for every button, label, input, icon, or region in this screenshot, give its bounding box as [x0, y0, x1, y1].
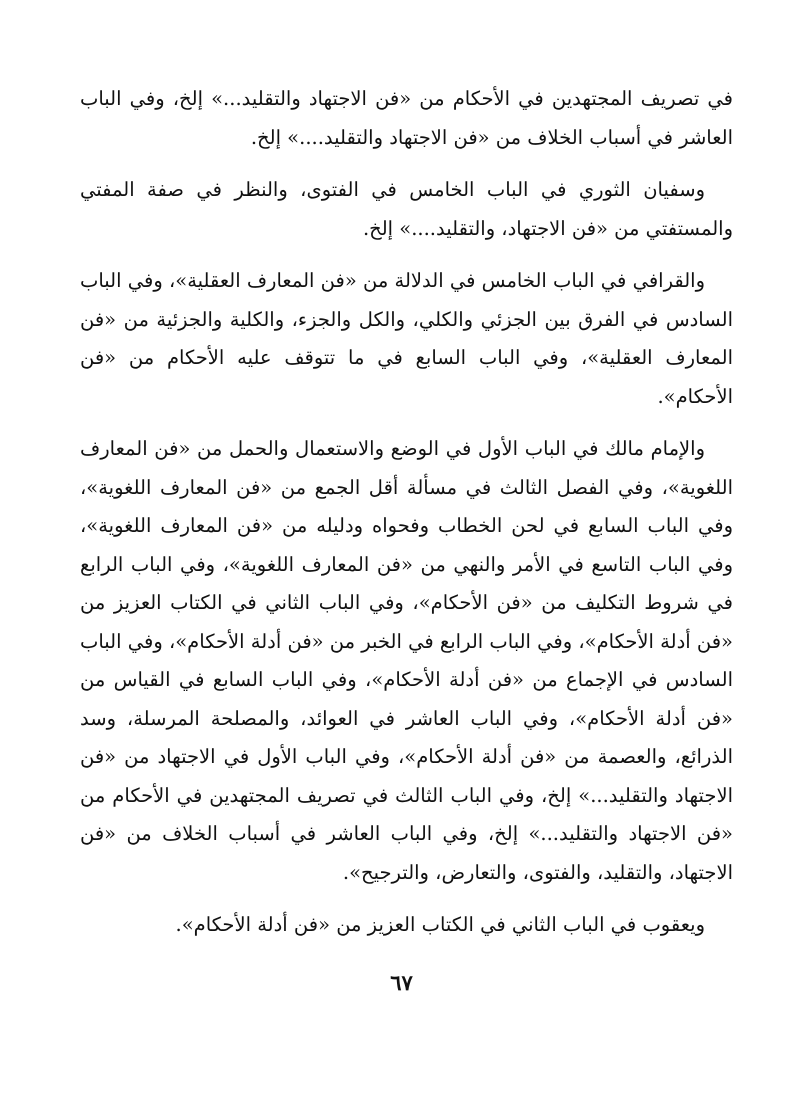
paragraph-al-qarafi: والقرافي في الباب الخامس في الدلالة من «فن المعارف العقلية»، وفي الباب السادس في الفرق بين الجزئي والكلي، والكل والجزء، والكلية والجزئية من «فن المعارف العقلية»، وفي الباب السابع في ما تتوقف عليه الأحكام من «فن الأحكام». [80, 269, 733, 408]
page-body [80, 80, 733, 959]
paragraph-imam-malik: والإمام مالك في الباب الأول في الوضع والاستعمال والحمل من «فن المعارف اللغوية»، وفي الفصل الثالث في مسألة أقل الجمع من «فن المعارف اللغوية»، وفي الباب السابع في لحن الخطاب وفحواه ودليله من «فن المعارف اللغوية»، وفي الباب التاسع في الأمر والنهي من «فن المعارف اللغوية»، وفي الباب الرابع في شروط التكليف من «فن الأحكام»، وفي الباب الثاني في الكتاب العزيز من «فن أدلة الأحكام»، وفي الباب الرابع في الخبر من «فن أدلة الأحكام»، وفي الباب السادس في الإجماع من «فن أدلة الأحكام»، وفي الباب السابع في القياس من «فن أدلة الأحكام»، وفي الباب العاشر في العوائد، والمصلحة المرسلة، وسد الذرائع، والعصمة من «فن أدلة الأحكام»، وفي الباب الأول في الاجتهاد من «فن الاجتهاد والتقليد...» إلخ، وفي الباب الثالث في تصريف المجتهدين في الأحكام من «فن الاجتهاد والتقليد...» إلخ، وفي الباب العاشر في أسباب الخلاف من «فن الاجتهاد، والتقليد، والفتوى، والتعارض، والترجيح». [80, 437, 733, 884]
paragraph-sufyan-al-thawri: وسفيان الثوري في الباب الخامس في الفتوى، والنظر في صفة المفتي والمستفتي من «فن الاجتهاد، والتقليد....» إلخ. [80, 178, 733, 240]
paragraph-continuation: في تصريف المجتهدين في الأحكام من «فن الاجتهاد والتقليد...» إلخ، وفي الباب العاشر في أسباب الخلاف من «فن الاجتهاد والتقليد....» إلخ. [80, 87, 733, 149]
paragraph-yaqub: ويعقوب في الباب الثاني في الكتاب العزيز من «فن أدلة الأحكام». [175, 913, 705, 936]
page-number: ٦٧ [390, 970, 413, 995]
